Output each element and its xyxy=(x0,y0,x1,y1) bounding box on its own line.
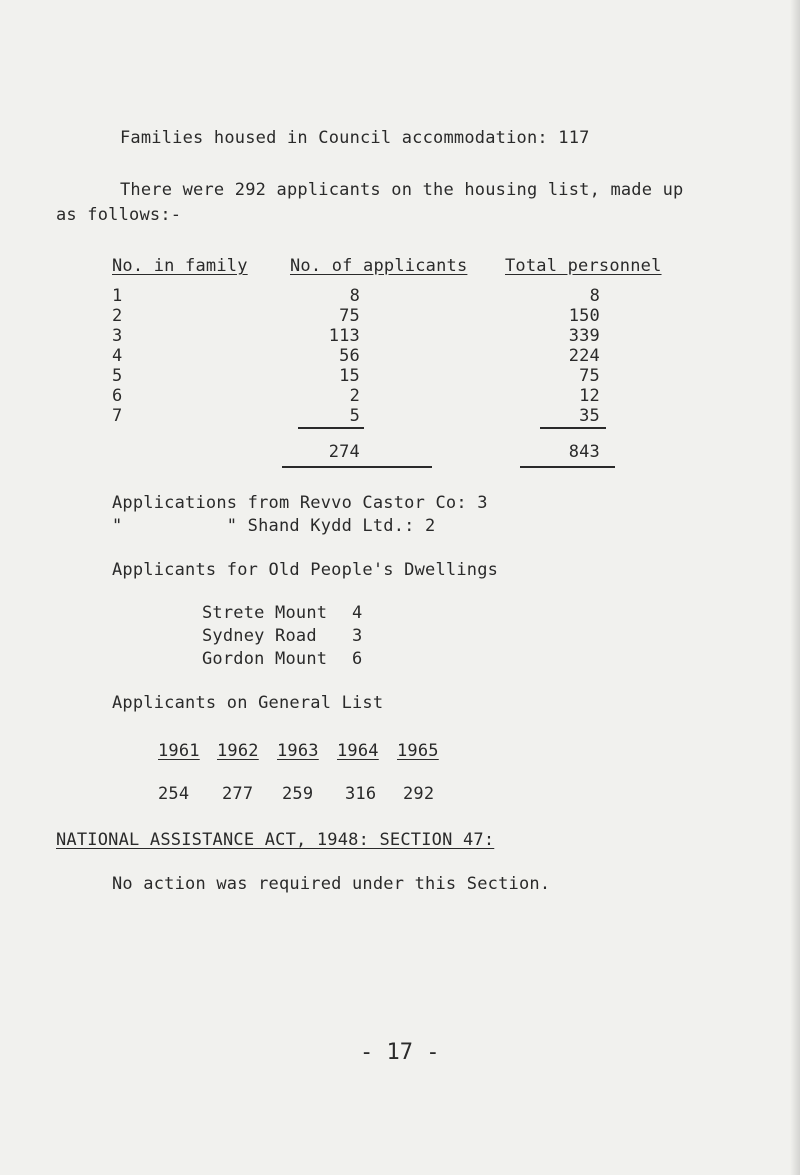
dwelling-name: Strete Mount xyxy=(202,603,328,623)
table-cell: 4 xyxy=(112,346,123,366)
table-cell: 12 xyxy=(579,386,600,406)
table-cell: 75 xyxy=(339,306,360,326)
section-text: No action was required under this Section. xyxy=(112,874,551,894)
subtotal-rule xyxy=(540,427,606,429)
table-cell: 113 xyxy=(328,326,360,346)
year-value: 292 xyxy=(403,784,435,804)
year-value: 254 xyxy=(158,784,190,804)
header-family: No. in family xyxy=(112,256,248,276)
table-cell: 75 xyxy=(579,366,600,386)
table-cell: 5 xyxy=(112,366,123,386)
table-cell: 5 xyxy=(349,406,360,426)
table-cell: 224 xyxy=(568,346,600,366)
table-cell: 339 xyxy=(568,326,600,346)
table-cell: 8 xyxy=(589,286,600,306)
year-value: 259 xyxy=(282,784,314,804)
table-cell: 8 xyxy=(349,286,360,306)
old-people-title: Applicants for Old People's Dwellings xyxy=(112,560,499,580)
year-heading: 1961 xyxy=(158,741,200,761)
total-rule xyxy=(520,466,615,468)
year-value: 316 xyxy=(345,784,377,804)
heading: Families housed in Council accommodation: 117 xyxy=(120,128,590,148)
year-heading: 1965 xyxy=(397,741,439,761)
table-cell: 15 xyxy=(339,366,360,386)
dwelling-name: Gordon Mount xyxy=(202,649,328,669)
header-applicants: No. of applicants xyxy=(290,256,468,276)
section-heading: NATIONAL ASSISTANCE ACT, 1948: SECTION 47: xyxy=(56,830,495,850)
year-heading: 1964 xyxy=(337,741,379,761)
year-heading: 1963 xyxy=(277,741,319,761)
header-personnel: Total personnel xyxy=(505,256,662,276)
total-rule xyxy=(282,466,432,468)
intro-line-2: as follows:- xyxy=(56,205,182,225)
dwelling-count: 3 xyxy=(352,626,363,646)
page-number: - 17 - xyxy=(360,1040,440,1065)
intro-line-1: There were 292 applicants on the housing list, made up xyxy=(120,180,684,200)
year-value: 277 xyxy=(222,784,254,804)
table-cell: 7 xyxy=(112,406,123,426)
table-cell: 35 xyxy=(579,406,600,426)
application-line: " " Shand Kydd Ltd.: 2 xyxy=(112,516,436,536)
total-applicants: 274 xyxy=(328,442,360,462)
scan-edge-shadow xyxy=(790,0,800,1175)
dwelling-name: Sydney Road xyxy=(202,626,317,646)
year-heading: 1962 xyxy=(217,741,259,761)
total-personnel: 843 xyxy=(568,442,600,462)
dwelling-count: 6 xyxy=(352,649,363,669)
application-line: Applications from Revvo Castor Co: 3 xyxy=(112,493,488,513)
table-cell: 2 xyxy=(349,386,360,406)
table-cell: 3 xyxy=(112,326,123,346)
table-cell: 1 xyxy=(112,286,123,306)
table-cell: 6 xyxy=(112,386,123,406)
dwelling-count: 4 xyxy=(352,603,363,623)
table-cell: 2 xyxy=(112,306,123,326)
table-cell: 150 xyxy=(568,306,600,326)
subtotal-rule xyxy=(298,427,364,429)
table-cell: 56 xyxy=(339,346,360,366)
general-list-title: Applicants on General List xyxy=(112,693,384,713)
